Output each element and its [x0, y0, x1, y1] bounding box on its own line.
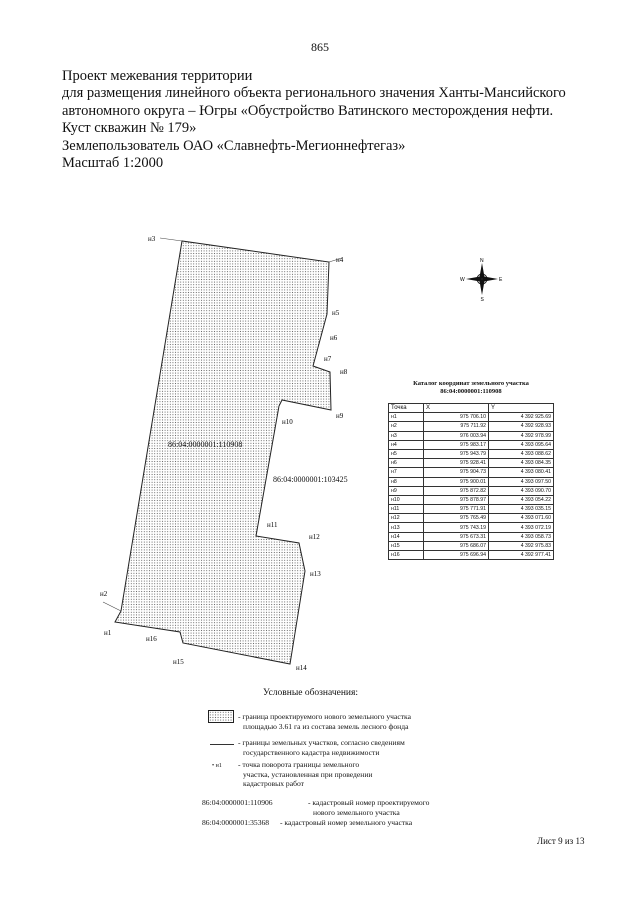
- title-line: для размещения линейного объекта регионального значения Ханты-Мансийского: [62, 85, 566, 102]
- title-line: Проект межевания территории: [62, 68, 253, 84]
- parcel-main-label: 86:04:0000001:110908: [168, 440, 243, 449]
- point-label: н9: [336, 412, 344, 420]
- legend-code: 86:04:0000001:35368: [202, 818, 270, 827]
- point-cell: н2: [389, 422, 424, 431]
- x-cell: 975 743.19: [424, 523, 489, 532]
- table-header-cell: X: [424, 404, 489, 413]
- table-row: [389, 449, 554, 458]
- legend-text: участка, установленная при проведении: [243, 769, 373, 779]
- legend-item-turn-point: [238, 760, 372, 789]
- x-cell: 975 983.17: [424, 440, 489, 449]
- legend-code: 86:04:0000001:110906: [202, 798, 273, 807]
- legend-text: - границы земельных участков, согласно сведениям: [238, 738, 405, 747]
- parcel-polygon: [115, 241, 331, 664]
- point-label: н14: [296, 664, 307, 672]
- point-cell: н15: [389, 541, 424, 550]
- point-cell: н11: [389, 505, 424, 514]
- legend-text: площадью 3.61 га из состава земель лесного фонда: [243, 721, 409, 731]
- y-cell: 4 393 097.50: [489, 477, 554, 486]
- compass-w: W: [460, 277, 465, 283]
- y-cell: 4 393 084.35: [489, 459, 554, 468]
- y-cell: 4 392 978.99: [489, 431, 554, 440]
- y-cell: 4 393 095.64: [489, 440, 554, 449]
- point-label: н2: [100, 590, 108, 598]
- table-row: [389, 422, 554, 431]
- table-row: [389, 486, 554, 495]
- y-cell: 4 393 035.15: [489, 505, 554, 514]
- x-cell: 975 673.31: [424, 532, 489, 541]
- point-label: н15: [173, 658, 184, 666]
- legend-item-cadastral: - кадастровый номер земельного участка: [280, 818, 413, 827]
- table-row: [389, 514, 554, 523]
- point-cell: н5: [389, 449, 424, 458]
- compass-n: N: [480, 258, 484, 264]
- point-label: н8: [340, 368, 348, 376]
- y-cell: 4 393 088.62: [489, 449, 554, 458]
- table-row: [389, 523, 554, 532]
- legend-text: - граница проектируемого нового земельного участка: [238, 712, 411, 721]
- table-row: [389, 468, 554, 477]
- y-cell: 4 393 058.73: [489, 532, 554, 541]
- x-cell: 975 878.97: [424, 495, 489, 504]
- point-cell: н3: [389, 431, 424, 440]
- legend-text: - кадастровый номер проектируемого: [308, 798, 430, 807]
- point-cell: н8: [389, 477, 424, 486]
- coordinate-catalog: [388, 380, 554, 560]
- y-cell: 4 392 975.83: [489, 541, 554, 550]
- legend-item-new-cadastral: [308, 798, 429, 817]
- table-header-cell: Y: [489, 404, 554, 413]
- compass-s: S: [480, 297, 484, 301]
- point-cell: н16: [389, 551, 424, 560]
- table-row: [389, 495, 554, 504]
- point-label: н10: [282, 418, 293, 426]
- adjacent-boundary: [103, 602, 121, 611]
- point-cell: н6: [389, 459, 424, 468]
- point-cell: н1: [389, 413, 424, 422]
- point-cell: н9: [389, 486, 424, 495]
- catalog-title-line: Каталог координат земельного участка: [413, 380, 529, 387]
- y-cell: 4 392 977.41: [489, 551, 554, 560]
- table-header-row: [389, 404, 554, 413]
- table-row: [389, 505, 554, 514]
- point-label: н1: [104, 629, 112, 637]
- legend-text: кадастровых работ: [243, 779, 304, 789]
- x-cell: 975 904.73: [424, 468, 489, 477]
- table-row: [389, 532, 554, 541]
- legend-text: государственного кадастра недвижимости: [243, 747, 380, 757]
- table-row: [389, 413, 554, 422]
- x-cell: 975 765.49: [424, 514, 489, 523]
- point-cell: н12: [389, 514, 424, 523]
- title-line: Куст скважин № 179»: [62, 120, 197, 137]
- sheet-number: Лист 9 из 13: [537, 836, 585, 846]
- point-label: н3: [148, 235, 156, 243]
- legend-title: Условные обозначения:: [263, 688, 359, 698]
- x-cell: 975 900.01: [424, 477, 489, 486]
- point-label: н6: [330, 334, 338, 342]
- table-row: [389, 541, 554, 550]
- y-cell: 4 393 054.22: [489, 495, 554, 504]
- point-label: н13: [310, 570, 321, 578]
- title-line: Землепользователь ОАО «Славнефть-Мегионнефтегаз»: [62, 137, 406, 154]
- x-cell: 975 706.10: [424, 413, 489, 422]
- catalog-title-line: 86:04:0000001:110908: [440, 388, 502, 395]
- x-cell: 975 771.91: [424, 505, 489, 514]
- x-cell: 975 928.41: [424, 459, 489, 468]
- legend-point-symbol: • н1: [212, 763, 222, 769]
- adjacent-boundary: [160, 238, 182, 241]
- point-cell: н14: [389, 532, 424, 541]
- legend-text: - точка поворота границы земельного: [238, 760, 360, 769]
- legend-item-boundaries: [238, 738, 405, 757]
- y-cell: 4 393 071.60: [489, 514, 554, 523]
- x-cell: 975 943.79: [424, 449, 489, 458]
- point-label: н7: [324, 355, 332, 363]
- legend-swatch-new-parcel: [208, 710, 234, 723]
- point-label: н12: [309, 533, 320, 541]
- catalog-title: [388, 380, 554, 396]
- point-cell: н4: [389, 440, 424, 449]
- table-row: [389, 477, 554, 486]
- y-cell: 4 392 928.93: [489, 422, 554, 431]
- title-line: Масштаб 1:2000: [62, 155, 164, 172]
- x-cell: 976 003.94: [424, 431, 489, 440]
- point-label: н5: [332, 309, 340, 317]
- compass-e: E: [499, 277, 503, 283]
- x-cell: 975 686.07: [424, 541, 489, 550]
- y-cell: 4 393 080.41: [489, 468, 554, 477]
- point-cell: н13: [389, 523, 424, 532]
- table-row: [389, 431, 554, 440]
- compass-rose-icon: [460, 257, 504, 301]
- title-line: автономного округа – Югры «Обустройство Ватинского месторождения нефти.: [62, 102, 554, 119]
- point-label: н4: [336, 256, 344, 264]
- legend-item-new-parcel: [238, 712, 411, 731]
- y-cell: 4 392 925.69: [489, 413, 554, 422]
- table-row: [389, 440, 554, 449]
- coordinate-table: [388, 403, 554, 560]
- point-label: н16: [146, 635, 157, 643]
- parcel-adjacent-label: 86:04:0000001:103425: [273, 475, 348, 484]
- y-cell: 4 393 090.70: [489, 486, 554, 495]
- page-number: 865: [311, 40, 329, 54]
- legend-point-code: н1: [215, 763, 222, 769]
- y-cell: 4 393 072.19: [489, 523, 554, 532]
- legend-swatch-boundary: [210, 744, 234, 745]
- x-cell: 975 872.82: [424, 486, 489, 495]
- x-cell: 975 696.94: [424, 551, 489, 560]
- table-row: [389, 459, 554, 468]
- point-cell: н10: [389, 495, 424, 504]
- x-cell: 975 711.92: [424, 422, 489, 431]
- point-label: н11: [267, 521, 278, 529]
- legend-text: нового земельного участка: [313, 807, 400, 817]
- point-cell: н7: [389, 468, 424, 477]
- table-row: [389, 551, 554, 560]
- table-header-cell: Точка: [389, 404, 424, 413]
